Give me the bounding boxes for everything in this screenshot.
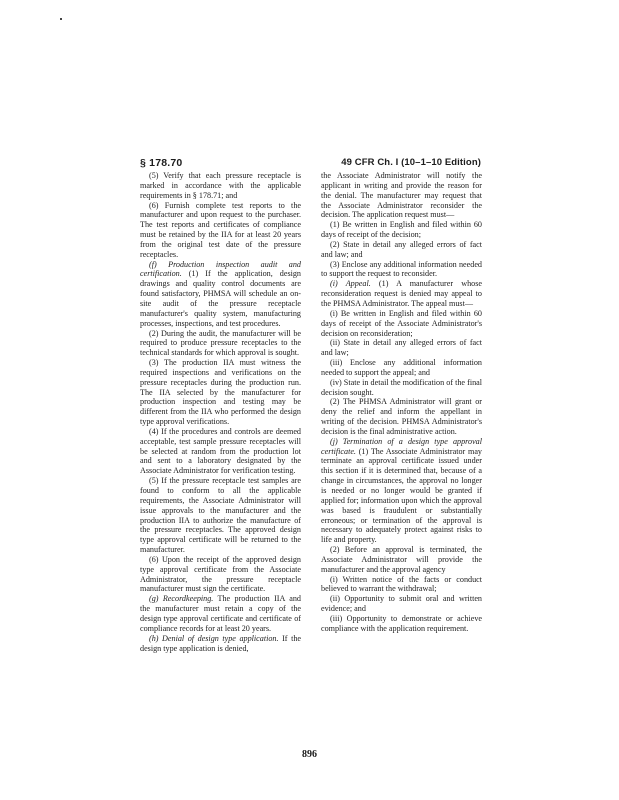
paragraph: [321, 279, 482, 309]
paragraph-text: The production IIA and the manufacturer must retain a copy of the design type approval certificate and certificate of compliance records for at least 20 years.: [140, 594, 301, 633]
paragraph-text: (1) Be written in English and filed within 60 days of receipt of the decision;: [321, 220, 482, 240]
paragraph-text: (2) During the audit, the manufacturer will be required to produce pressure receptacles to the technical standards for which approval is sought.: [140, 328, 301, 358]
paragraph-heading: (h) Denial of design type application.: [149, 633, 279, 643]
paragraph-heading: (g) Recordkeeping.: [149, 594, 214, 604]
paragraph: [321, 338, 482, 358]
paragraph-text: the Associate Administrator will notify the applicant in writing and provide the reason for the denial. The manufacturer may request that the Associate Administrator reconsider the decision. The application request must—: [321, 171, 482, 220]
paragraph-text: (6) Upon the receipt of the approved design type approval certificate from the Associate Administrator, the pressure receptacle manufacturer must sign the certificate.: [140, 554, 301, 594]
paragraph: [140, 555, 301, 594]
paragraph: [321, 220, 482, 240]
paragraph-heading: (f) Production inspection audit and certification.: [140, 259, 301, 279]
paragraph: [321, 378, 482, 398]
paragraph-text: If the design type application is denied,: [140, 633, 301, 653]
paragraph-text: (4) If the procedures and controls are deemed acceptable, test sample pressure receptacles will be selected at random from the production lot and sent to a laboratory designated by the Associate Administrator for verification testing.: [140, 426, 301, 476]
running-head: 49 CFR Ch. I (10–1–10 Edition): [341, 157, 481, 168]
paragraph-text: (2) The PHMSA Administrator will grant or deny the relief and inform the appellant in writing of the decision. PHMSA Administrator's decision is the final administrative action.: [321, 397, 482, 436]
paragraph: [321, 437, 482, 545]
page-number: 896: [302, 749, 317, 760]
paragraph-heading: (i) Appeal.: [330, 279, 371, 289]
paragraph-text: (iii) Opportunity to demonstrate or achieve compliance with the application requirement.: [321, 613, 482, 633]
paragraph: [321, 309, 482, 339]
paragraph-text: (ii) Opportunity to submit oral and written evidence; and: [321, 594, 482, 614]
paragraph: [321, 397, 482, 436]
paragraph: [321, 240, 482, 260]
paragraph-text: (2) State in detail any alleged errors of fact and law; and: [321, 239, 482, 259]
paragraph-text: (3) Enclose any additional information needed to support the request to reconsider.: [321, 259, 482, 279]
paragraph-text: (6) Furnish complete test reports to the manufacturer and upon request to the purchaser. The test reports and certificates of compliance must be retained by the IIA for at least 20 years from the original test date of the pressure receptacles.: [140, 200, 301, 259]
paragraph: [140, 476, 301, 555]
paragraph: [140, 358, 301, 427]
right-column: [321, 171, 482, 634]
paragraph: [140, 427, 301, 476]
paragraph-text: (3) The production IIA must witness the required inspections and verifications on the pressure receptacles during the production run. The IIA selected by the manufacturer for production inspection and testing may be different from the IIA who performed the design type approval verifications.: [140, 358, 301, 427]
paragraph-text: (1) If the application, design drawings and quality control documents are found satisfactory, PHMSA will schedule an on-site audit of the pressure receptacle manufacturer's quality system, manufacturing processes, inspections, and test procedures.: [140, 269, 301, 328]
paragraph-text: (1) A manufacturer whose reconsideration request is denied may appeal to the PHMSA Administrator. The appeal must—: [321, 279, 482, 308]
paragraph-text: (2) Before an approval is terminated, the Associate Administrator will provide the manufacturer and the approval agency: [321, 545, 482, 574]
paragraph: [321, 358, 482, 378]
paragraph: [140, 171, 301, 201]
paragraph: [140, 260, 301, 329]
left-column: [140, 171, 301, 653]
paragraph: [321, 171, 482, 220]
section-number: § 178.70: [140, 157, 183, 169]
paragraph-text: (i) Be written in English and filed within 60 days of receipt of the Associate Administrator's decision on reconsideration;: [321, 308, 482, 338]
paragraph: [140, 634, 301, 654]
paragraph: [321, 260, 482, 280]
paragraph-heading: (j) Termination of a design type approval certificate.: [321, 436, 482, 456]
paragraph: [140, 594, 301, 633]
paragraph: [321, 545, 482, 575]
paragraph-text: (ii) State in detail any alleged errors of fact and law;: [321, 338, 482, 358]
paragraph: [321, 614, 482, 634]
paragraph-text: (iii) Enclose any additional information needed to support the appeal; and: [321, 358, 482, 377]
paragraph-text: (1) The Associate Administrator may terminate an approval certificate issued under this section if it is determined that, because of a change in circumstances, the approval no longer is needed or no longer would be granted if applied for; information upon which the approval was based is fraudulent or substantially erroneous; or termination of the approval is necessary to adequately protect against risks to life and property.: [321, 446, 482, 545]
paragraph-text: (iv) State in detail the modification of the final decision sought.: [321, 377, 482, 397]
paragraph-text: (5) If the pressure receptacle test samples are found to conform to all the applicable requirements, the Associate Administrator will issue approvals to the manufacturer and the production IIA to authorize the manufacture of the pressure receptacles. The approved design type approval certificate will be returned to the manufacturer.: [140, 476, 301, 555]
paragraph: [140, 329, 301, 359]
paragraph-text: (5) Verify that each pressure receptacle is marked in accordance with the applicable requirements in § 178.71; and: [140, 171, 301, 200]
paragraph: [140, 201, 301, 260]
paragraph-text: (i) Written notice of the facts or conduct believed to warrant the withdrawal;: [321, 574, 482, 594]
scan-speck: [60, 18, 62, 20]
paragraph: [321, 594, 482, 614]
paragraph: [321, 575, 482, 595]
